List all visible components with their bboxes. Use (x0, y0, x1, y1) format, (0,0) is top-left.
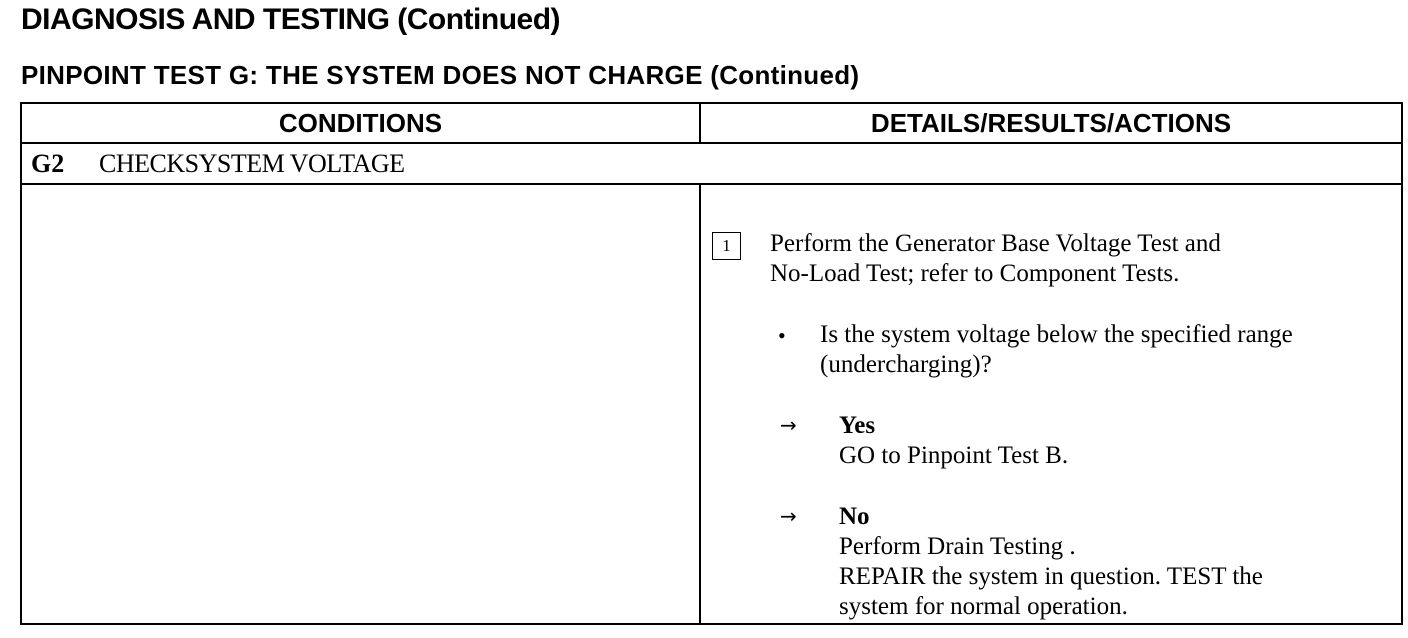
question-text (820, 320, 1400, 380)
instruction-text (770, 229, 1390, 289)
header-conditions: CONDITIONS (22, 104, 701, 142)
arrow-right-icon: → (780, 413, 797, 437)
question-line: (undercharging)? (820, 351, 992, 378)
section-heading: DIAGNOSIS AND TESTING (Continued) (21, 3, 561, 36)
bullet-icon: • (778, 323, 786, 348)
step-id: G2 (31, 149, 65, 178)
step-row (22, 144, 1401, 185)
arrow-right-icon: → (780, 504, 797, 528)
answer-label: Yes (839, 412, 876, 439)
answer-line: system for normal operation. (839, 593, 1128, 620)
instruction-line: No-Load Test; refer to Component Tests. (770, 260, 1180, 287)
details-cell (701, 185, 1401, 623)
conditions-cell (22, 185, 701, 623)
question-line: Is the system voltage below the specified range (820, 321, 1293, 348)
instruction-line: Perform the Generator Base Voltage Test and (770, 230, 1221, 257)
answer-line: GO to Pinpoint Test B. (839, 442, 1069, 469)
answer-label: No (839, 503, 870, 530)
step-body-row (22, 185, 1401, 623)
test-heading: PINPOINT TEST G: THE SYSTEM DOES NOT CHARGE (Continued) (21, 60, 860, 90)
answer-no (839, 502, 1399, 622)
step-title: CHECKSYSTEM VOLTAGE (99, 149, 405, 178)
answer-line: REPAIR the system in question. TEST the (839, 563, 1263, 590)
step-number-box: 1 (712, 232, 741, 260)
answer-yes (839, 411, 1399, 471)
pinpoint-test-table (20, 102, 1403, 625)
table-header-row (22, 104, 1401, 144)
answer-line: Perform Drain Testing . (839, 533, 1076, 560)
header-details-results-actions: DETAILS/RESULTS/ACTIONS (870, 108, 1232, 138)
